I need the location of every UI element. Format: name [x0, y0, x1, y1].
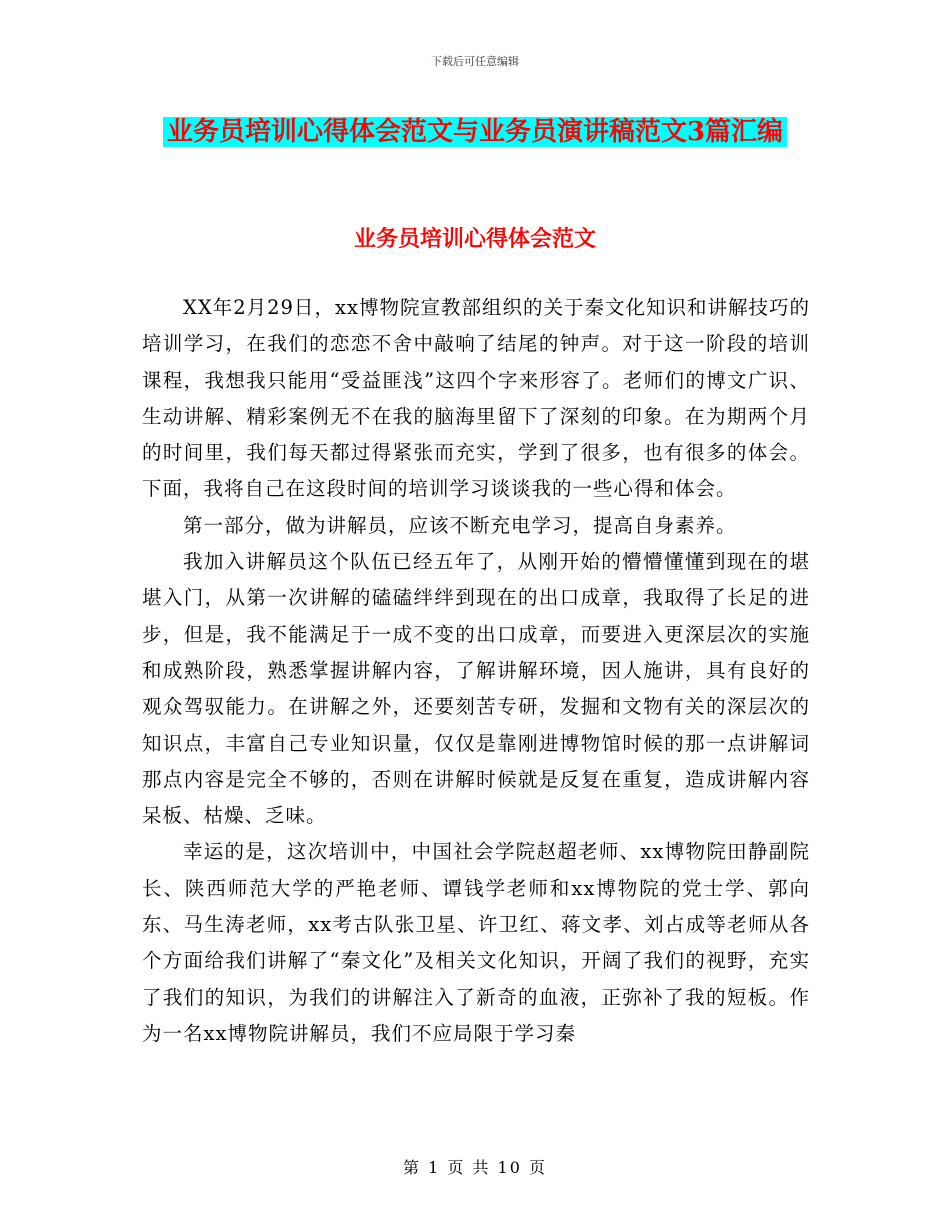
paragraph: XX年2月29日，xx博物院宣教部组织的关于秦文化知识和讲解技巧的培训学习，在我们的恋恋不舍中敲响了结尾的钟声。对于这一阶段的培训课程，我想我只能用“受益匪浅”这四个字来形容了。老师们的博文广识、生动讲解、精彩案例无不在我的脑海里留下了深刻的印象。在为期两个月的时间里，我们每天都过得紧张而充实，学到了很多，也有很多的体会。下面，我将自己在这段时间的培训学习谈谈我的一些心得和体会。	[142, 296, 810, 501]
paragraph: 第一部分，做为讲解员，应该不断充电学习，提高自身素养。	[182, 513, 737, 537]
header-note: 下载后可任意编辑	[431, 55, 519, 68]
document-title-text: 业务员培训心得体会范文与业务员演讲稿范文3篇汇编	[163, 117, 787, 147]
document-title	[140, 108, 810, 156]
body-text	[142, 290, 810, 1052]
paragraph: 我加入讲解员这个队伍已经五年了，从刚开始的懵懵懂懂到现在的堪堪入门，从第一次讲解的磕磕绊绊到现在的出口成章，我取得了长足的进步，但是，我不能满足于一成不变的出口成章，而要进入更深层次的实施和成熟阶段，熟悉掌握讲解内容，了解讲解环境，因人施讲，具有良好的观众驾驭能力。在讲解之外，还要刻苦专研，发掘和文物有关的深层次的知识点，丰富自己专业知识量，仅仅是靠刚进博物馆时候的那一点讲解词那点内容是完全不够的，否则在讲解时候就是反复在重复，造成讲解内容呆板、枯燥、乏味。	[142, 550, 810, 828]
paragraph: 幸运的是，这次培训中，中国社会学院赵超老师、xx博物院田静副院长、陕西师范大学的严艳老师、谭钱学老师和xx博物院的党士学、郭向东、马生涛老师，xx考古队张卫星、许卫红、蒋文孝、刘占成等老师从各个方面给我们讲解了“秦文化”及相关文化知识，开阔了我们的视野，充实了我们的知识，为我们的讲解注入了新奇的血液，正弥补了我的短板。作为一名xx博物院讲解员，我们不应局限于学习秦	[142, 840, 810, 1045]
page-number: 第 1 页 共 10 页	[403, 1158, 547, 1177]
section-title: 业务员培训心得体会范文	[353, 226, 596, 252]
